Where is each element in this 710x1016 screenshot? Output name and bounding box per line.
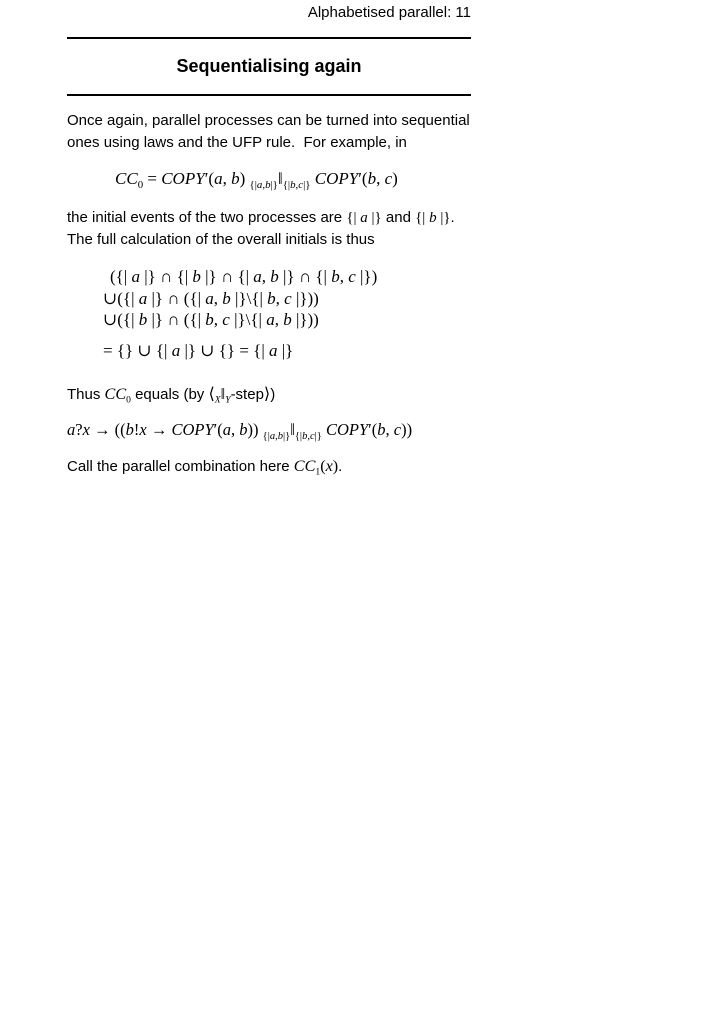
math-token: , bbox=[231, 420, 240, 439]
initials-line-2: The full calculation of the overall initials is thus bbox=[67, 231, 375, 248]
math-token: , bbox=[222, 169, 232, 188]
math-token: |})) bbox=[291, 310, 319, 329]
math-token: b bbox=[429, 210, 437, 226]
math-token: = bbox=[143, 169, 162, 188]
math-token: -step bbox=[230, 386, 264, 403]
math-token: a bbox=[266, 310, 275, 329]
math-token: COPY bbox=[161, 169, 205, 188]
math-token: , bbox=[295, 179, 299, 192]
math-token: COPY bbox=[314, 169, 359, 188]
math-token: |}) bbox=[355, 267, 378, 286]
math-token: b bbox=[192, 267, 201, 286]
initials-calculation-block bbox=[103, 266, 377, 331]
math-token: b bbox=[265, 179, 271, 192]
math-token: , bbox=[274, 310, 284, 329]
math-token: x bbox=[325, 457, 333, 475]
initials-paragraph bbox=[67, 207, 455, 251]
math-token: ‖ bbox=[277, 169, 283, 188]
math-token: |}\{| bbox=[229, 310, 267, 329]
math-token: ? bbox=[75, 420, 83, 439]
math-token: a bbox=[253, 267, 262, 286]
math-token: 1 bbox=[315, 466, 321, 478]
math-token: Thus bbox=[67, 386, 105, 403]
math-token: b bbox=[290, 179, 296, 192]
math-token: → (( bbox=[89, 420, 126, 439]
math-token: ‖ bbox=[290, 420, 295, 439]
math-token: |} bbox=[277, 341, 294, 360]
math-token: 0 bbox=[126, 394, 131, 406]
math-token: , bbox=[385, 420, 394, 439]
math-token: Call the parallel combination here bbox=[67, 458, 294, 475]
math-token: , bbox=[275, 288, 285, 308]
title-rule bbox=[67, 94, 471, 96]
math-token: a bbox=[222, 420, 232, 439]
math-token: c bbox=[284, 288, 292, 308]
math-token: b bbox=[222, 288, 231, 308]
math-token: b bbox=[331, 267, 340, 286]
calc-line-2 bbox=[103, 288, 377, 310]
math-token: a bbox=[67, 420, 76, 439]
intro-line-2: ones using laws and the UFP rule. For example, in bbox=[67, 134, 407, 151]
math-token: ) bbox=[332, 457, 339, 475]
math-token: X bbox=[214, 394, 221, 406]
math-token: {| bbox=[346, 210, 361, 226]
math-token: |} bbox=[367, 210, 382, 226]
math-token: equals (by bbox=[130, 386, 209, 403]
calc-result-line bbox=[103, 341, 293, 361]
math-token: b bbox=[302, 431, 308, 442]
math-token: , bbox=[307, 431, 310, 442]
math-token: ) bbox=[270, 386, 276, 403]
math-token: {| bbox=[294, 431, 303, 442]
math-token: c bbox=[222, 310, 230, 329]
math-token: b bbox=[138, 310, 148, 329]
math-token: ( bbox=[320, 457, 326, 475]
math-token: → bbox=[146, 420, 172, 439]
page-title: Sequentialising again bbox=[176, 56, 362, 76]
math-token: b bbox=[231, 169, 240, 188]
math-token: |})) bbox=[291, 288, 319, 308]
math-token: a bbox=[138, 288, 148, 308]
initials-line-1 bbox=[67, 207, 455, 229]
math-token: a bbox=[360, 210, 368, 226]
math-token: |} ∩ {| bbox=[200, 267, 254, 286]
math-token: ∪({| bbox=[103, 288, 139, 308]
math-token: ⟨ bbox=[208, 385, 215, 403]
math-token: ! bbox=[133, 420, 140, 439]
math-token: ′( bbox=[204, 169, 215, 188]
math-token: ) bbox=[392, 169, 398, 188]
math-token: c bbox=[309, 431, 315, 442]
math-token: c bbox=[348, 267, 356, 286]
thus-step-line bbox=[67, 384, 275, 406]
math-token: {| bbox=[249, 179, 257, 192]
math-token: |}\{| bbox=[230, 288, 268, 308]
math-token: a bbox=[214, 169, 223, 188]
math-token: and bbox=[381, 209, 416, 226]
math-token: ∪({| bbox=[103, 310, 139, 329]
math-token: , bbox=[213, 288, 223, 308]
closing-line bbox=[67, 457, 342, 478]
math-token: , bbox=[376, 169, 385, 188]
math-token: the initial events of the two processes are bbox=[67, 209, 347, 226]
math-token: |} bbox=[436, 210, 451, 226]
math-token: ⟩ bbox=[263, 385, 271, 403]
math-token: |} ∪ {} = {| bbox=[180, 341, 269, 360]
math-token: c bbox=[393, 420, 402, 439]
math-token: , bbox=[261, 267, 271, 286]
math-token: )) bbox=[401, 420, 413, 439]
math-token: CC bbox=[293, 457, 316, 475]
math-token: b bbox=[283, 310, 292, 329]
math-token: )) bbox=[247, 420, 263, 439]
math-token: ′( bbox=[213, 420, 223, 439]
math-token: x bbox=[139, 420, 147, 439]
math-token: ‖ bbox=[220, 385, 226, 403]
math-token: ′( bbox=[358, 169, 368, 188]
math-token: a bbox=[205, 288, 214, 308]
math-token: |} ∩ {| bbox=[278, 267, 332, 286]
math-token: , bbox=[262, 179, 266, 192]
math-token: . bbox=[450, 209, 455, 226]
math-token: {| bbox=[282, 179, 291, 192]
calc-line-1 bbox=[103, 266, 377, 288]
math-token: a bbox=[131, 267, 140, 286]
intro-line-1: Once again, parallel processes can be turned into sequential bbox=[67, 112, 470, 129]
math-token: ) bbox=[239, 169, 250, 188]
math-token: b bbox=[367, 169, 377, 188]
intro-paragraph bbox=[67, 110, 470, 154]
math-token: . bbox=[338, 458, 343, 475]
math-token: |} ∩ ({| bbox=[147, 288, 206, 308]
math-token: b bbox=[267, 288, 276, 308]
math-token: CC bbox=[104, 385, 127, 403]
top-rule bbox=[67, 37, 471, 39]
calc-line-3 bbox=[103, 309, 377, 331]
math-token: ({| bbox=[110, 267, 132, 286]
math-token: ′( bbox=[368, 420, 378, 439]
math-token: {| bbox=[415, 210, 430, 226]
math-token: COPY bbox=[171, 420, 214, 439]
running-header: Alphabetised parallel: 11 bbox=[307, 4, 471, 21]
math-token: b bbox=[125, 420, 134, 439]
math-token: c bbox=[298, 179, 304, 192]
math-token: , bbox=[213, 310, 223, 329]
math-token: b bbox=[270, 267, 279, 286]
math-token: a bbox=[256, 179, 263, 192]
math-token: c bbox=[384, 169, 393, 188]
math-token: b bbox=[277, 431, 284, 442]
math-token: |} ∩ {| bbox=[139, 267, 193, 286]
math-token: CC bbox=[115, 169, 138, 188]
formula-cc0-definition bbox=[115, 169, 398, 191]
math-token: COPY bbox=[325, 420, 369, 439]
math-token: |} bbox=[314, 431, 322, 442]
math-token: |} bbox=[303, 179, 311, 192]
math-token: b bbox=[205, 310, 214, 329]
math-token: = {} ∪ {| bbox=[103, 341, 172, 360]
math-token: a bbox=[269, 341, 278, 360]
math-token: , bbox=[339, 267, 349, 286]
math-token: Y bbox=[225, 394, 231, 406]
math-token: 0 bbox=[137, 179, 144, 192]
math-token: x bbox=[82, 420, 90, 439]
math-token: |} ∩ ({| bbox=[147, 310, 206, 329]
math-token: a bbox=[171, 341, 181, 360]
math-token: {| bbox=[262, 431, 270, 442]
math-token: |} bbox=[283, 431, 291, 442]
math-token: a bbox=[269, 431, 276, 442]
formula-step-expansion bbox=[67, 420, 412, 442]
math-token: b bbox=[239, 420, 248, 439]
math-token: b bbox=[377, 420, 386, 439]
math-token: , bbox=[275, 431, 278, 442]
math-token: |} bbox=[270, 179, 278, 192]
